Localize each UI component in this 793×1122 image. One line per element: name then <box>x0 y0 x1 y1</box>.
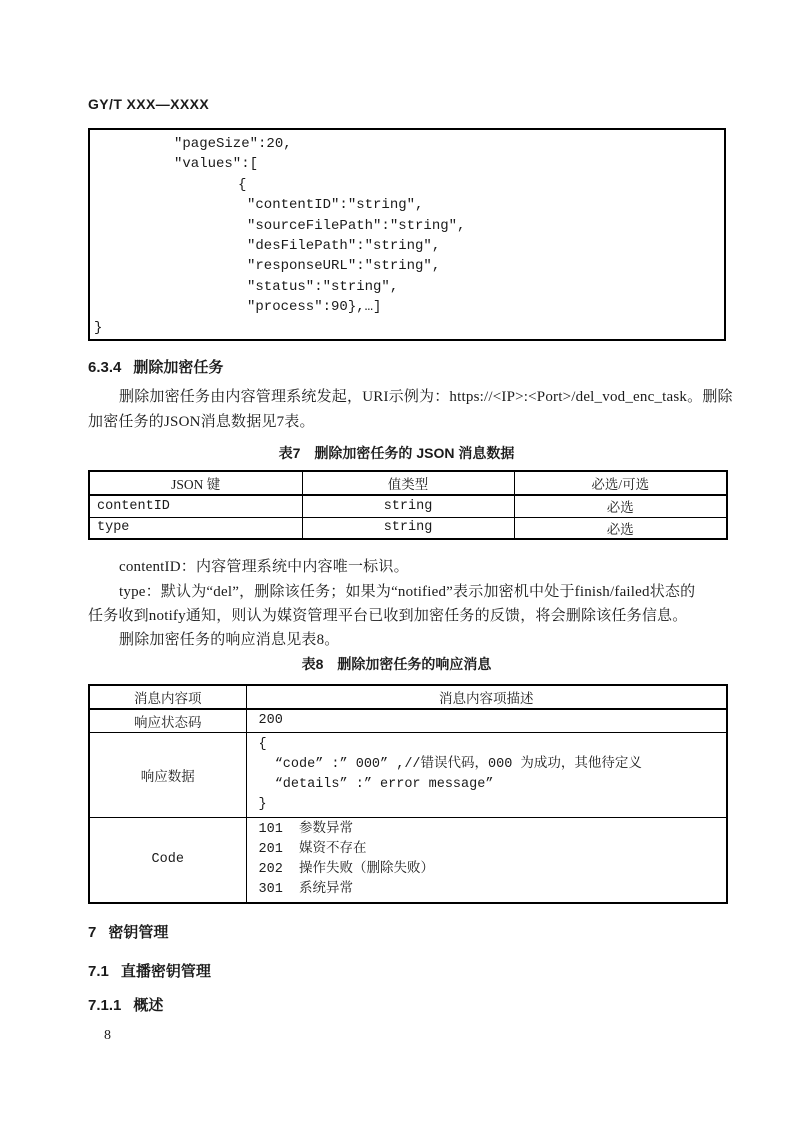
code-line: "desFilePath":"string", <box>247 238 441 255</box>
table7-cell-key: type <box>89 517 302 539</box>
section-number: 6.3.4 <box>88 359 122 376</box>
table8-response-message <box>88 684 728 904</box>
table7-row <box>89 517 727 539</box>
desc-line: 202 操作失败（删除失败） <box>258 861 435 877</box>
desc-line: } <box>258 796 267 812</box>
doc-code-header: GY/T XXX—XXXX <box>88 96 210 112</box>
table7-caption <box>0 443 793 463</box>
table7-cell-key: contentID <box>89 495 302 517</box>
table8-cell-item: 响应状态码 <box>89 709 246 732</box>
section-title: 密钥管理 <box>108 924 169 941</box>
table8-header-row <box>89 685 727 709</box>
code-line: "pageSize":20, <box>174 136 292 152</box>
table8-header-item: 消息内容项 <box>89 685 246 709</box>
desc-line: “details” :” error message” <box>258 776 494 792</box>
section-title: 概述 <box>133 997 164 1014</box>
paragraph-line: 删除加密任务的响应消息见表8。 <box>119 632 340 648</box>
table8-row-code <box>89 817 727 903</box>
table8-caption <box>0 654 793 674</box>
table7-cell-required: 必选 <box>514 517 727 539</box>
code-line: "process":90},…] <box>247 299 382 316</box>
section-title: 直播密钥管理 <box>120 963 211 980</box>
section-title: 删除加密任务 <box>133 359 224 376</box>
json-code-block <box>88 128 726 341</box>
table8-caption-title: 删除加密任务的响应消息 <box>337 656 492 672</box>
paragraph-line: 任务收到notify通知，则认为媒资管理平台已收到加密任务的反馈，将会删除该任务信息。 <box>88 608 688 624</box>
code-line: "responseURL":"string", <box>247 258 441 275</box>
paragraph-line: contentID：内容管理系统中内容唯一标识。 <box>119 559 409 575</box>
table7-header-value-type: 值类型 <box>302 471 514 495</box>
table7-cell-required: 必选 <box>514 495 727 517</box>
table8-header-desc: 消息内容项描述 <box>246 685 727 709</box>
table8-cell-desc <box>246 732 727 817</box>
paragraph-line: 删除加密任务由内容管理系统发起，URI示例为：https://<IP>:<Port>/del_vod_enc_task。删除 <box>119 389 733 405</box>
table7-caption-label: 表7 <box>278 445 301 461</box>
section-number: 7 <box>88 924 97 941</box>
table8-cell-desc <box>246 817 727 903</box>
table8-cell-item: Code <box>89 817 246 903</box>
table7-cell-type: string <box>302 517 514 539</box>
table7-cell-type: string <box>302 495 514 517</box>
paragraph-line: 加密任务的JSON消息数据见7表。 <box>88 414 315 430</box>
table7-json-message-data <box>88 470 728 540</box>
desc-line: “code” :” 000” ,//错误代码，000 为成功，其他待定义 <box>258 756 642 772</box>
code-line: { <box>238 176 247 193</box>
section-number: 7.1 <box>88 963 109 980</box>
page-number: 8 <box>104 1028 111 1043</box>
table7-row <box>89 495 727 517</box>
table8-cell-item: 响应数据 <box>89 732 246 817</box>
code-line: "contentID":"string", <box>247 197 424 214</box>
table7-header-required: 必选/可选 <box>514 471 727 495</box>
section-heading-7 <box>88 921 168 942</box>
section-number: 7.1.1 <box>88 997 122 1014</box>
table8-row-status <box>89 709 727 732</box>
code-line: } <box>94 319 103 336</box>
desc-line: 201 媒资不存在 <box>258 841 367 857</box>
paragraph-line: type：默认为“del”，删除该任务；如果为“notified”表示加密机中处于finish/failed状态的 <box>119 584 696 600</box>
table7-header-row <box>89 471 727 495</box>
code-line: "status":"string", <box>247 278 399 295</box>
table8-caption-label: 表8 <box>301 656 324 672</box>
table7-caption-title: 删除加密任务的 JSON 消息数据 <box>314 445 515 461</box>
section-heading-7-1-1 <box>88 994 163 1015</box>
desc-line: { <box>258 736 267 752</box>
section-heading-7-1 <box>88 960 211 981</box>
desc-line: 101 参数异常 <box>258 821 354 837</box>
table8-cell-desc: 200 <box>246 709 727 732</box>
desc-line: 301 系统异常 <box>258 881 354 897</box>
section-heading-6-3-4 <box>88 356 223 377</box>
code-line: "sourceFilePath":"string", <box>247 217 466 234</box>
table7-header-json-key: JSON 键 <box>89 471 302 495</box>
code-line: "values":[ <box>174 156 259 173</box>
table8-row-data <box>89 732 727 817</box>
